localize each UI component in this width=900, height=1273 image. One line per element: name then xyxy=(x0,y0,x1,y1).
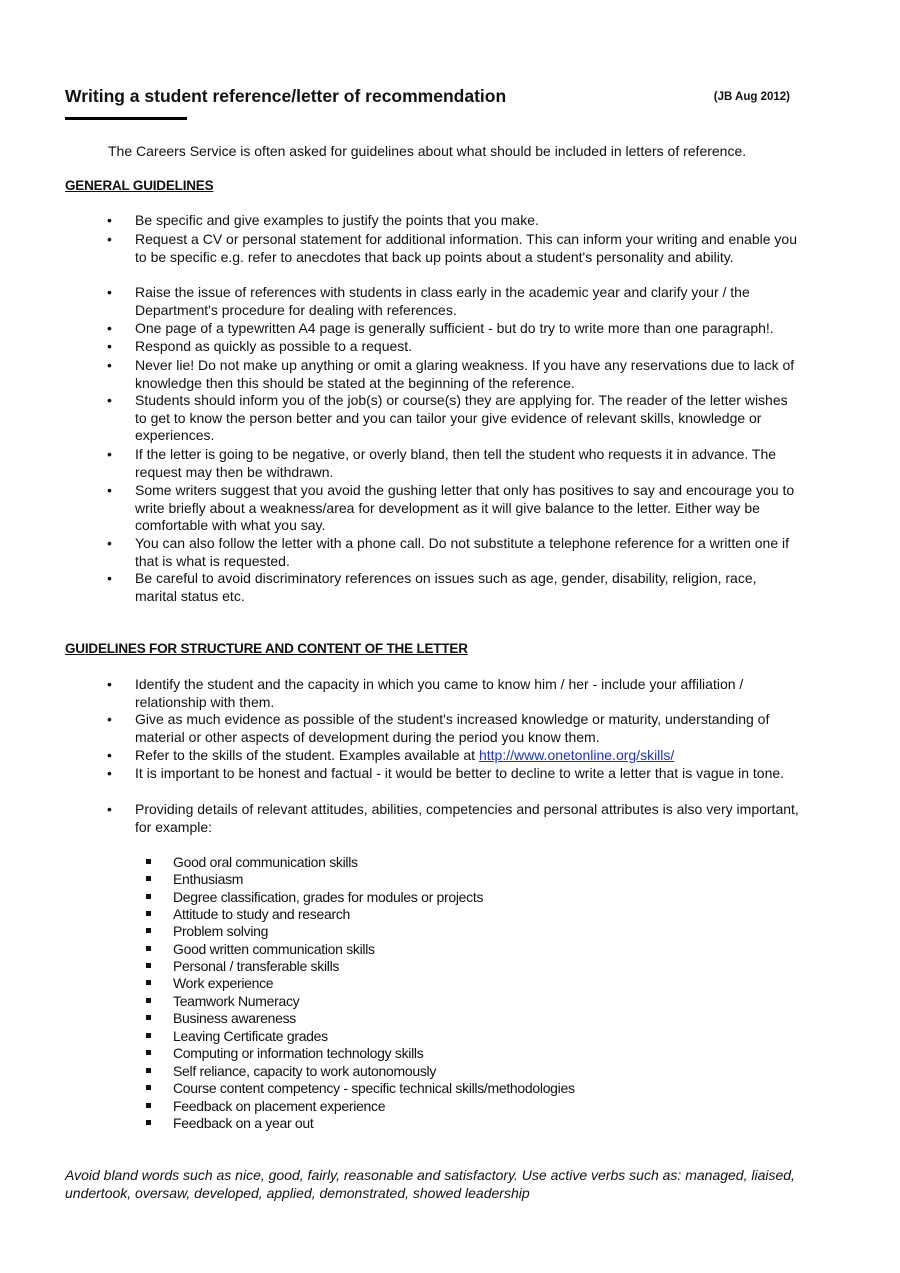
bullet-icon: • xyxy=(107,570,112,586)
footer-note: Avoid bland words such as nice, good, fairly, reasonable and satisfactory. Use active verbs such as: managed, liaised, undertook, oversaw, developed, applied, demonstrated, showed leadership xyxy=(65,1167,795,1201)
bullet-icon: • xyxy=(107,320,112,336)
bullet-icon: • xyxy=(107,338,112,354)
general-guidelines-heading: GENERAL GUIDELINES xyxy=(65,178,214,193)
bullet-icon: • xyxy=(107,231,112,247)
square-bullet-icon xyxy=(146,1120,151,1125)
title-underline-rule xyxy=(65,117,187,120)
square-bullet-icon xyxy=(146,1050,151,1055)
date-tag: (JB Aug 2012) xyxy=(713,91,790,103)
square-bullet-icon xyxy=(146,1015,151,1020)
bullet-icon: • xyxy=(107,747,112,763)
title-row xyxy=(65,86,790,110)
square-bullet-icon xyxy=(146,911,151,916)
bullet-icon: • xyxy=(107,482,112,498)
page-title: Writing a student reference/letter of recommendation xyxy=(65,86,507,106)
square-bullet-icon xyxy=(146,1085,151,1090)
bullet-icon: • xyxy=(107,765,112,781)
square-bullet-icon xyxy=(146,894,151,899)
square-bullet-icon xyxy=(146,859,151,864)
structure-guidelines-heading: GUIDELINES FOR STRUCTURE AND CONTENT OF THE LETTER xyxy=(65,641,468,656)
bullet-icon: • xyxy=(107,535,112,551)
bullet-icon: • xyxy=(107,284,112,300)
onetonline-skills-link[interactable]: http://www.onetonline.org/skills/ xyxy=(478,747,675,763)
square-bullet-icon xyxy=(146,928,151,933)
intro-paragraph: The Careers Service is often asked for guidelines about what should be included in letters of reference. xyxy=(108,143,747,159)
square-bullet-icon xyxy=(146,1033,151,1038)
square-bullet-icon xyxy=(146,1068,151,1073)
square-bullet-icon xyxy=(146,876,151,881)
bullet-icon: • xyxy=(107,212,112,228)
bullet-icon: • xyxy=(107,711,112,727)
bullet-icon: • xyxy=(107,676,112,692)
square-bullet-icon xyxy=(146,963,151,968)
bullet-icon: • xyxy=(107,357,112,373)
bullet-icon: • xyxy=(107,392,112,408)
square-bullet-icon xyxy=(146,980,151,985)
bullet-icon: • xyxy=(107,446,112,462)
square-bullet-icon xyxy=(146,946,151,951)
square-bullet-icon xyxy=(146,1103,151,1108)
square-bullet-icon xyxy=(146,998,151,1003)
document-page: Writing a student reference/letter of recommendation (JB Aug 2012) The Careers Service is often asked for guidelines about what should be included in letters of reference. GENERAL GUIDELINES • Be specific and give examples to justify the points that you make. • Request a CV or personal statement for additional information. This can inform your writing and enable you to be specific e.g. refer to anecdotes that back up points about a student's personality and ability. • Raise the issue of references with students in class early in the academic year and clarify your / the Department's procedure for dealing with references. • One page of a typewritten A4 page is generally sufficient - but do try to write more than one paragraph!. • Respond as quickly as possible to a request. • Never lie! Do not make up anything or omit a glaring weakness. If you have any reservations due to lack of knowledge then this should be stated at the beginning of the reference. • Students should inform you of the job(s) or course(s) they are applying for. The reader of the letter wishes to get to know the person better and you can tailor your give evidence of relevant skills, knowledge or experiences. • If the letter is going to be negative, or overly bland, then tell the student who requests it in advance. The request may then be withdrawn. • Some writers suggest that you avoid the gushing letter that only has positives to say and encourage you to write briefly about a weakness/area for development as it will give balance to the letter. Either way be comfortable with what you say. • You can also follow the letter with a phone call. Do not substitute a telephone reference for a written one if that is what is requested. • Be careful to avoid discriminatory references on issues such as age, gender, disability, religion, race, marital status etc. GUIDELINES FOR STRUCTURE AND CONTENT OF THE LETTER • Identify the student and the capacity in which you came to know him / her - include your affiliation / relationship with them. • Give as much evidence as possible of the student's increased knowledge or maturity, understanding of material or other aspects of development during the period you know them. • Refer to the skills of the student. Examples available at http://www.onetonline.org/skills/ • It is important to be honest and factual - it would be better to decline to write a letter that is vague in tone. • Providing details of relevant attitudes, abilities, competencies and personal attributes is also very important, for example: Good oral communication skills Enthusiasm Degree classification, grades for modules or projects Attitude to study and research Problem solving Good written communication skills Personal / transferable skills Work experience Teamwork Numeracy Business awareness Leaving Certificate grades Computing or information technology skills Self reliance, capacity to work autonomously Course content competency - specific technical skills/methodologies Feedback on placement experience Feedback on a year out Avoid bland words such as nice, good, fairly, reasonable and satisfactory. Use active verbs such as: managed, liaised, undertook, oversaw, developed, applied, demonstrated, showed leadership xyxy=(0,0,900,1273)
skills-reference-text: Refer to the skills of the student. Examples available at xyxy=(135,747,476,763)
bullet-icon: • xyxy=(107,801,112,817)
